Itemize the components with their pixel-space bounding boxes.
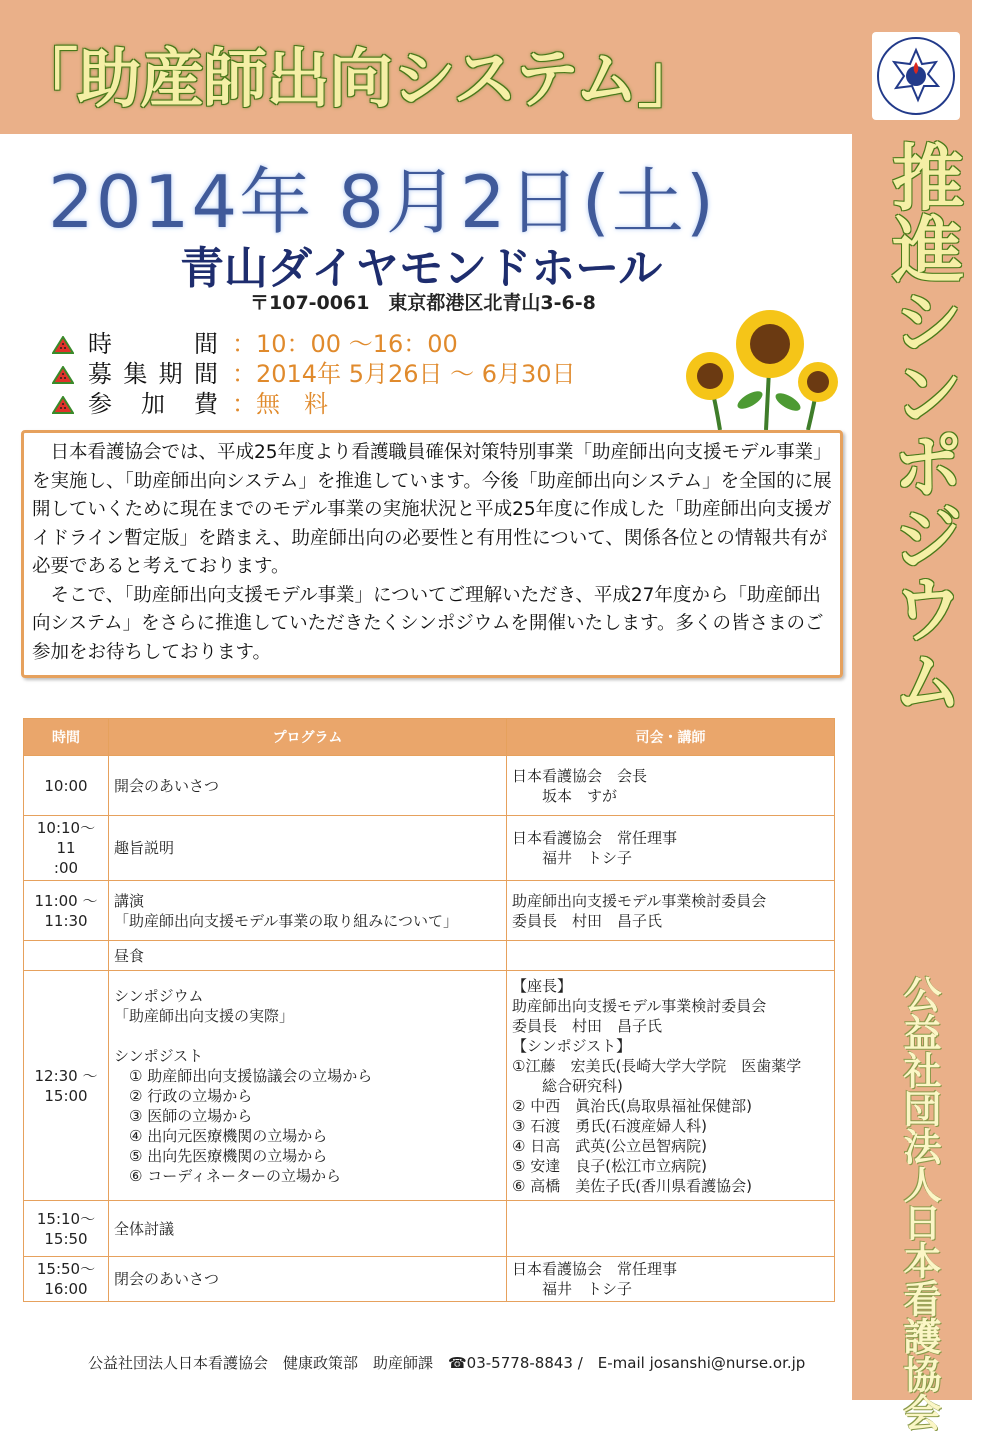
row-speaker: [507, 1201, 835, 1257]
row-time: 15:50〜 16:00: [24, 1257, 109, 1302]
watermelon-icon: [52, 336, 74, 354]
table-row: [24, 971, 835, 1201]
table-row: [24, 756, 835, 816]
table-header-row: [24, 719, 835, 756]
table-row: [24, 816, 835, 881]
event-address: 〒107-0061 東京都港区北青山3-6-8: [250, 292, 596, 314]
watermelon-icon: [52, 396, 74, 414]
intro-box: [21, 430, 843, 678]
vertical-organization: 公益社団法人日本看護協会: [897, 975, 941, 1431]
intro-paragraph-1: 日本看護協会では、平成25年度より看護職員確保対策特別事業「助産師出向支援モデル事業」を実施し、「助産師出向システム」を推進しています。今後「助産師出向システム」を全国的に展開していくために現在までのモデル事業の実施状況と平成25年度に作成した「助産師出向支援ガイドライン暫定版」を踏まえ、助産師出向の必要性と有用性について、関係各位との情報共有が必要であると考えております。: [32, 442, 832, 577]
info-value: ：10：00 〜16：00: [232, 330, 458, 358]
row-speaker: 【座長】 助産師出向支援モデル事業検討委員会 委員長 村田 昌子氏 【シンポジスト】 ①江藤 宏美氏(長崎大学大学院 医歯薬学 総合研究科) ② 中西 眞治氏(鳥取県福祉保健部) ③ 石渡 勇氏(石渡産婦人科) ④ 日高 武英(公立邑智病院) ⑤ 安達 良子(松江市立病院) ⑥ 高橋 美佐子氏(香川県看護協会): [507, 971, 835, 1201]
jna-lamp-logo-icon: [872, 32, 960, 120]
row-time: 10:00: [24, 756, 109, 816]
row-time: 15:10〜 15:50: [24, 1201, 109, 1257]
program-table: [23, 718, 835, 1302]
event-date: 2014年 8月2日(土): [48, 160, 716, 244]
table-row: [24, 1257, 835, 1302]
row-program: 講演 「助産師出向支援モデル事業の取り組みについて」: [109, 881, 507, 941]
page-edge: [972, 0, 989, 1400]
header-time: 時間: [24, 719, 109, 756]
row-speaker: 日本看護協会 会長 坂本 すが: [507, 756, 835, 816]
title-area: [0, 0, 868, 134]
table-row: [24, 941, 835, 971]
info-label: 時間: [88, 330, 218, 358]
table-row: [24, 1201, 835, 1257]
row-time: 11:00 〜 11:30: [24, 881, 109, 941]
row-time: 12:30 〜 15:00: [24, 971, 109, 1201]
row-time: 10:10〜11 :00: [24, 816, 109, 881]
footer-contact: 公益社団法人日本看護協会 健康政策部 助産師課 ☎03-5778-8843 / E-mail josanshi@nurse.or.jp: [88, 1354, 806, 1372]
watermelon-icon: [52, 366, 74, 384]
row-program: 全体討議: [109, 1201, 507, 1257]
row-program: 趣旨説明: [109, 816, 507, 881]
row-program: 開会のあいさつ: [109, 756, 507, 816]
info-label: 参加費: [88, 390, 218, 418]
row-program: シンポジウム 「助産師出向支援の実際」 シンポジスト ① 助産師出向支援協議会の立場から ② 行政の立場から ③ 医師の立場から ④ 出向元医療機関の立場から ⑤ 出向先医療機関の立場から ⑥ コーディネーターの立場から: [109, 971, 507, 1201]
header-speaker: 司会・講師: [507, 719, 835, 756]
event-venue: 青山ダイヤモンドホール: [180, 243, 663, 294]
page-title: 「助産師出向システム」: [14, 43, 701, 117]
row-speaker: 助産師出向支援モデル事業検討委員会 委員長 村田 昌子氏: [507, 881, 835, 941]
row-program: 昼食: [109, 941, 507, 971]
table-row: [24, 881, 835, 941]
row-speaker: 日本看護協会 常任理事 福井 トシ子: [507, 1257, 835, 1302]
vertical-title: 推進シンポジウム: [880, 140, 964, 716]
row-speaker: 日本看護協会 常任理事 福井 トシ子: [507, 816, 835, 881]
header-program: プログラム: [109, 719, 507, 756]
info-value: ：2014年 5月26日 〜 6月30日: [232, 360, 576, 388]
info-label: 募集期間: [88, 360, 218, 388]
intro-paragraph-2: そこで、「助産師出向支援モデル事業」についてご理解いただき、平成27年度から「助産師出向システム」をさらに推進していただきたくシンポジウムを開催いたします。多くの皆さまのご参加をお待ちしております。: [32, 584, 824, 663]
sunflowers-illustration: [680, 300, 840, 430]
info-value: ：無 料: [232, 390, 328, 418]
row-program: 閉会のあいさつ: [109, 1257, 507, 1302]
row-speaker: [507, 941, 835, 971]
row-time: [24, 941, 109, 971]
